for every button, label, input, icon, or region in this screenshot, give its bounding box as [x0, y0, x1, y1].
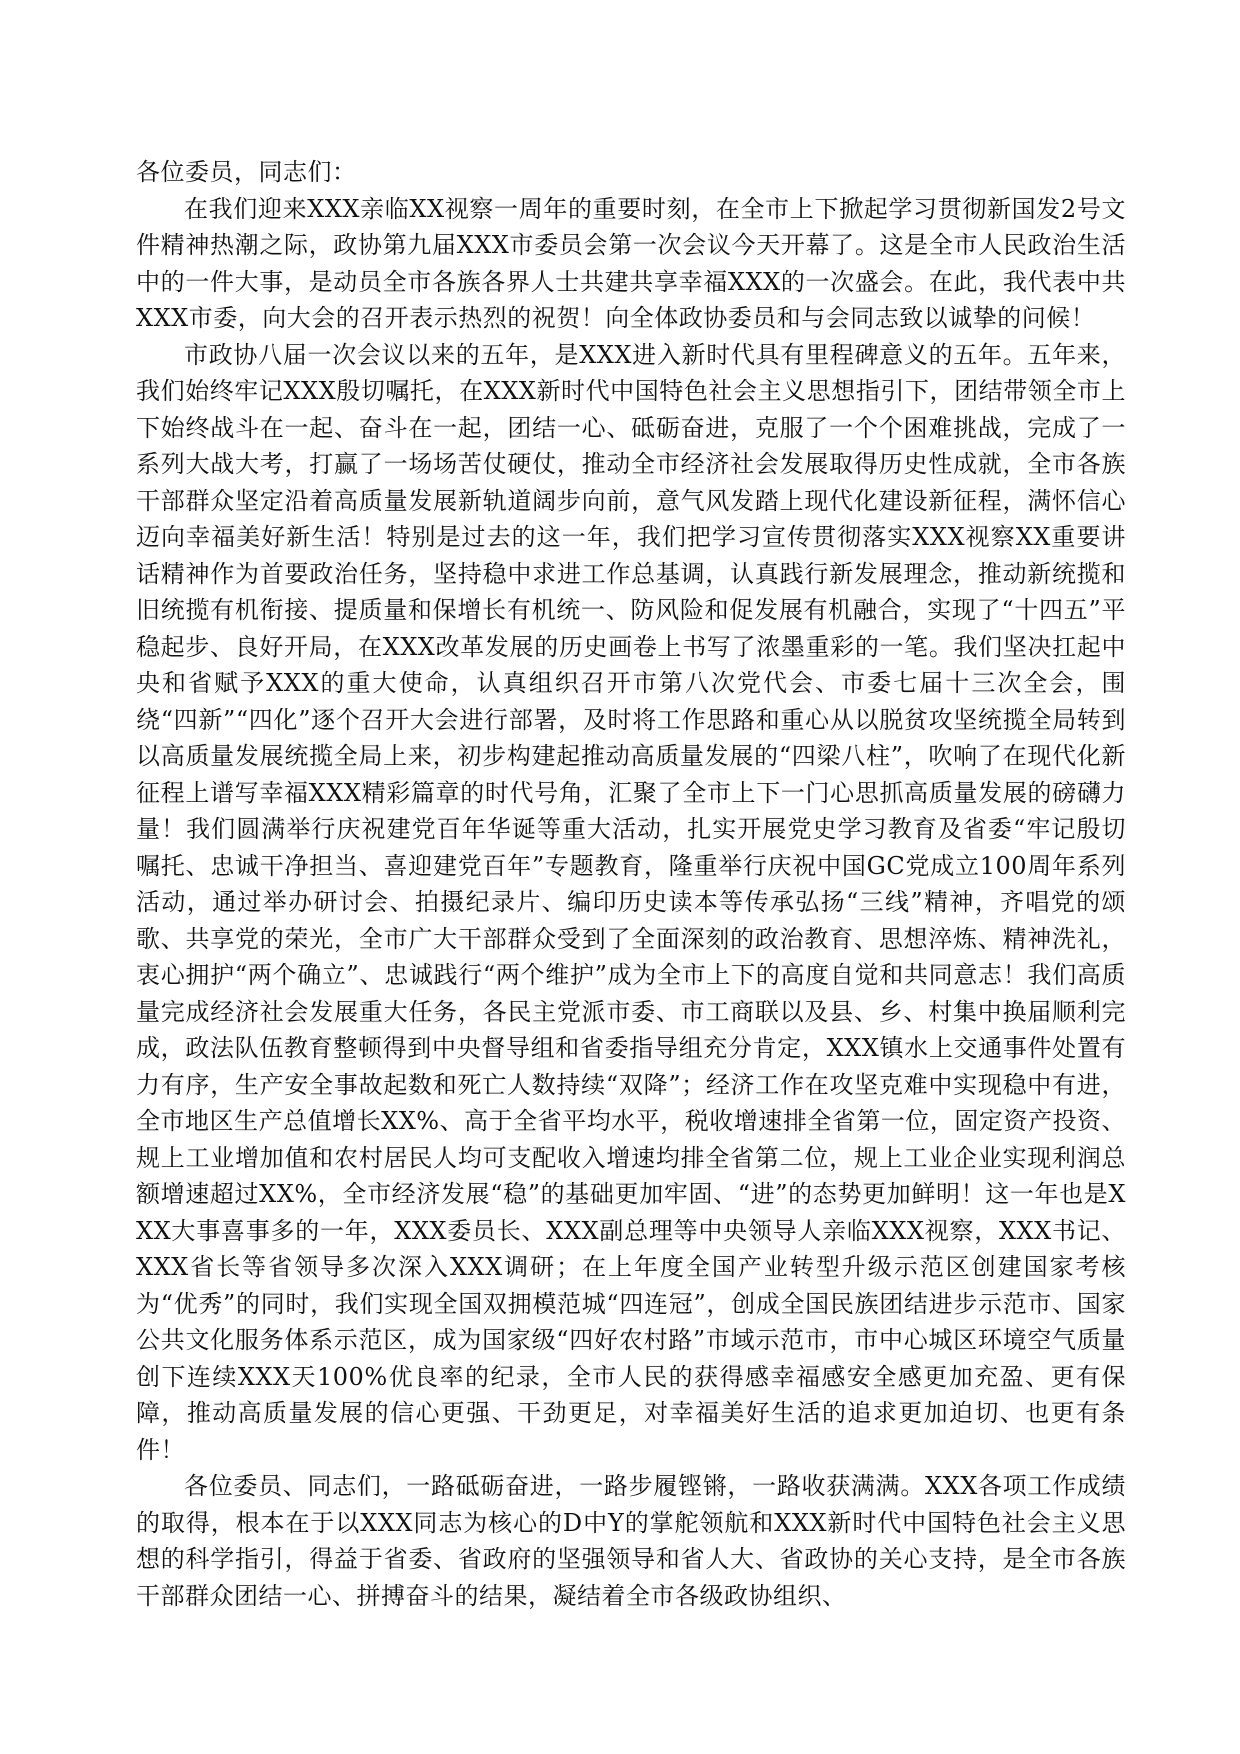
greeting: 各位委员，同志们：: [136, 158, 357, 186]
paragraph-achievements: 市政协八届一次会议以来的五年，是XXX进入新时代具有里程碑意义的五年。五年来，我们始终牢记XXX殷切嘱托，在XXX新时代中国特色社会主义思想指引下，团结带领全市上下始终战斗在一起、奋斗在一起，团结一心、砥砺奋进，克服了一个个困难挑战，完成了一系列大战大考，打赢了一场场苦仗硬仗，推动全市经济社会发展取得历史性成就，全市各族干部群众坚定沿着高质量发展新轨道阔步向前，意气风发踏上现代化建设新征程，满怀信心迈向幸福美好新生活！特别是过去的这一年，我们把学习宣传贯彻落实XXX视察XX重要讲话精神作为首要政治任务，坚持稳中求进工作总基调，认真践行新发展理念，推动新统揽和旧统揽有机衔接、提质量和保增长有机统一、防风险和促发展有机融合，实现了“十四五”平稳起步、良好开局，在XXX改革发展的历史画卷上书写了浓墨重彩的一笔。我们坚决扛起中央和省赋予XXX的重大使命，认真组织召开市第八次党代会、市委七届十三次全会，围绕“四新”“四化”逐个召开大会进行部署，及时将工作思路和重心从以脱贫攻坚统揽全局转到以高质量发展统揽全局上来，初步构建起推动高质量发展的“四梁八柱”，吹响了在现代化新征程上谱写幸福XXX精彩篇章的时代号角，汇聚了全市上下一门心思抓高质量发展的磅礴力量！我们圆满举行庆祝建党百年华诞等重大活动，扎实开展党史学习教育及省委“牢记殷切嘱托、忠诚干净担当、喜迎建党百年”专题教育，隆重举行庆祝中国GC党成立100周年系列活动，通过举办研讨会、拍摄纪录片、编印历史读本等传承弘扬“三线”精神，齐唱党的颂歌、共享党的荣光，全市广大干部群众受到了全面深刻的政治教育、思想淬炼、精神洗礼，衷心拥护“两个确立”、忠诚践行“两个维护”成为全市上下的高度自觉和共同意志！我们高质量完成经济社会发展重大任务，各民主党派市委、市工商联以及县、乡、村集中换届顺利完成，政法队伍教育整顿得到中央督导组和省委指导组充分肯定，XXX镇水上交通事件处置有力有序，生产安全事故起数和死亡人数持续“双降”；经济工作在攻坚克难中实现稳中有进，全市地区生产总值增长XX%、高于全省平均水平，税收增速排全省第一位，固定资产投资、规上工业增加值和农村居民人均可支配收入增速均排全省第二位，规上工业企业实现利润总额增速超过XX%，全市经济发展“稳”的基础更加牢固、“进”的态势更加鲜明！这一年也是XXX大事喜事多的一年，XXX委员长、XXX副总理等中央领导人亲临XXX视察，XXX书记、XXX省长等省领导多次深入XXX调研；在上年度全国产业转型升级示范区创建国家考核为“优秀”的同时，我们实现全国双拥模范城“四连冠”，创成全国民族团结进步示范市、国家公共文化服务体系示范区，成为国家级“四好农村路”市域示范市，市中心城区环境空气质量创下连续XXX天100%优良率的纪录，全市人民的获得感幸福感安全感更加充盈、更有保障，推动高质量发展的信心更强、干劲更足，对幸福美好生活的追求更加迫切、也更有条件！: [136, 340, 1126, 1464]
document-page: [136, 154, 1126, 1614]
paragraph-acknowledgement: 各位委员、同志们，一路砥砺奋进，一路步履铿锵，一路收获满满。XXX各项工作成绩的取得，根本在于以XXX同志为核心的D中Y的掌舵领航和XXX新时代中国特色社会主义思想的科学指引，得益于省委、省政府的坚强领导和省人大、省政协的关心支持，是全市各族干部群众团结一心、拼搏奋斗的结果，凝结着全市各级政协组织、: [136, 1472, 1126, 1610]
paragraph-opening: 在我们迎来XXX亲临XX视察一周年的重要时刻，在全市上下掀起学习贯彻新国发2号文件精神热潮之际，政协第九届XXX市委员会第一次会议今天开幕了。这是全市人民政治生活中的一件大事，是动员全市各族各界人士共建共享幸福XXX的一次盛会。在此，我代表中共XXX市委，向大会的召开表示热烈的祝贺！向全体政协委员和与会同志致以诚挚的问候！: [136, 194, 1126, 332]
